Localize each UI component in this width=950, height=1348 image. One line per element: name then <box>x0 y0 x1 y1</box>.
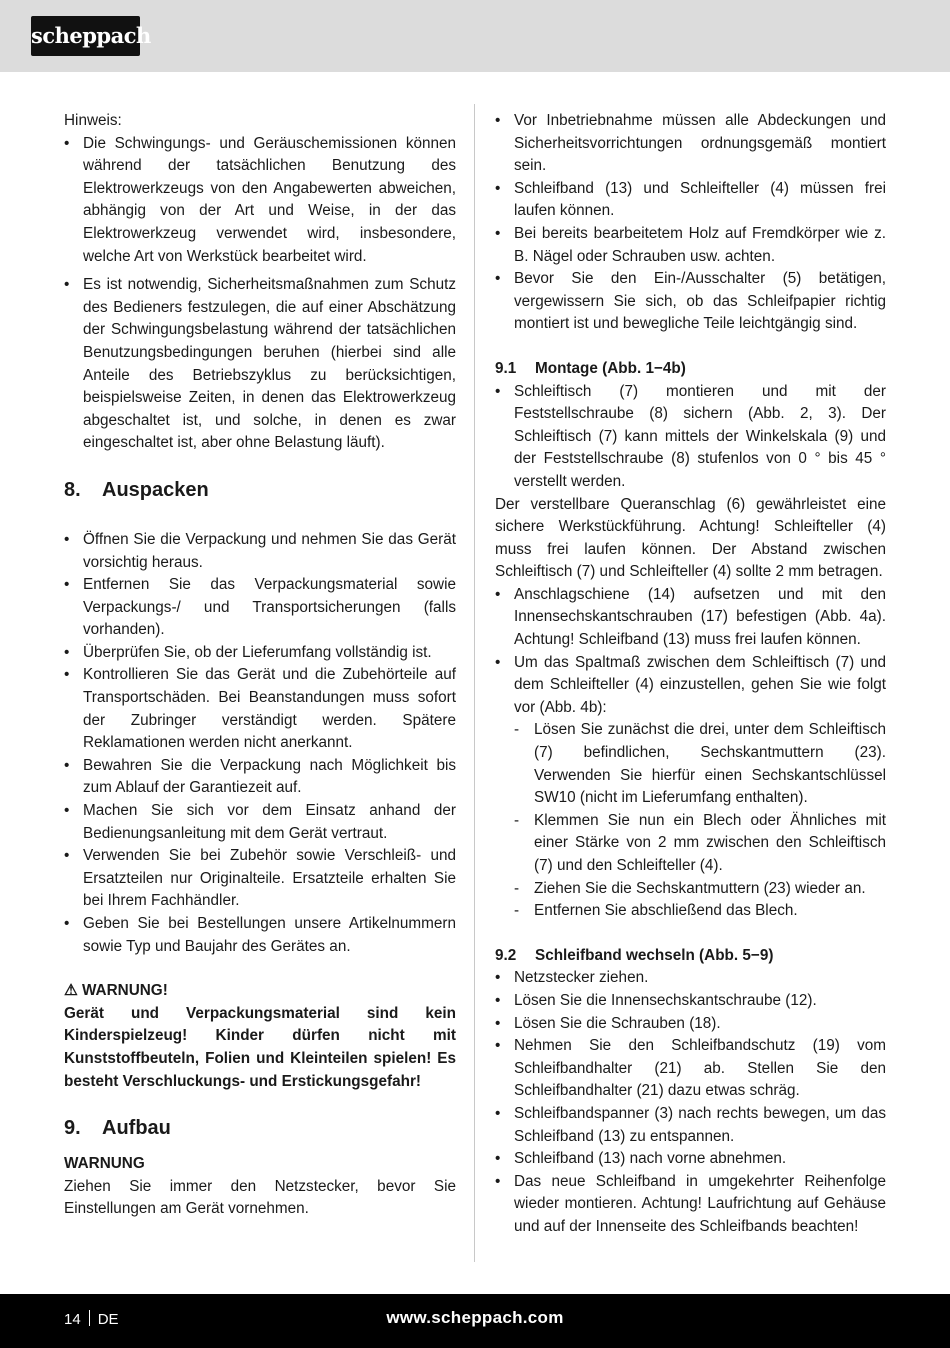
list-item: • Um das Spaltmaß zwischen dem Schleiftisch (7) und dem Schleifteller (4) einzustellen, gehen Sie wie folgt vor (Abb. 4b): <box>495 652 886 720</box>
gap-adjust-steps <box>514 719 886 922</box>
warning-title: WARNUNG! <box>81 982 168 1000</box>
language-code: DE <box>97 1311 119 1328</box>
website-link[interactable]: www.scheppach.com <box>386 1308 564 1327</box>
mounting-list-cont <box>495 584 886 720</box>
warning-text: Gerät und Verpackungsmaterial sind kein Kinderspielzeug! Kinder dürfen nicht mit Kunststoffbeuteln, Folien und Kleinteilen spielen! Es besteht Verschluckungs- und Erstickungsgefahr! <box>64 1004 456 1090</box>
preconditions-list <box>495 110 886 336</box>
section-number: 9. <box>64 1117 81 1140</box>
list-item: • Lösen Sie die Schrauben (18). <box>495 1013 886 1036</box>
section-heading-9-1 <box>495 358 886 381</box>
list-item: • Das neue Schleifband in umgekehrter Reihenfolge wieder montieren. Achtung! Laufrichtung auf Gehäuse und auf der Innenseite des Schleifbands beachten! <box>495 1171 886 1239</box>
note-label: Hinweis: <box>64 112 122 129</box>
list-item: • Schleiftisch (7) montieren und mit der Feststellschraube (8) sichern (Abb. 2, 3). Der Schleiftisch (7) kann mittels der Winkelskala (9) und der Feststellschraube (8) stufenlos von 0 ° bis 45 ° verstellt werden. <box>495 381 886 494</box>
column-divider <box>474 104 475 1262</box>
list-item: • Schleifbandspanner (3) nach rechts bewegen, um das Schleifband (13) zu entspannen. <box>495 1103 886 1148</box>
note-list <box>64 133 456 455</box>
warning-triangle-icon: ⚠ <box>64 982 78 1000</box>
list-item: • Netzstecker ziehen. <box>495 967 886 990</box>
unpacking-list <box>64 529 456 958</box>
list-item: • Verwenden Sie bei Zubehör sowie Verschleiß- und Ersatzteilen nur Originalteile. Ersatzteile erhalten Sie bei Ihrem Fachhändler. <box>64 845 456 913</box>
list-item: - Klemmen Sie nun ein Blech oder Ähnliches mit einer Stärke von 2 mm zwischen den Schleiftisch (7) und den Schleifteller (4). <box>514 810 886 878</box>
section-title: Schleifband wechseln (Abb. 5−9) <box>535 946 774 964</box>
page-number-value: 14 <box>64 1311 81 1328</box>
section-heading-9-2 <box>495 945 886 968</box>
belt-change-list <box>495 967 886 1238</box>
page-header <box>0 0 950 72</box>
section-heading-8 <box>64 477 456 503</box>
list-item: - Entfernen Sie abschließend das Blech. <box>514 900 886 923</box>
page-footer <box>0 1294 950 1348</box>
list-item: • Bevor Sie den Ein-/Ausschalter (5) betätigen, vergewissern Sie sich, ob das Schleifpapier richtig montiert ist und bewegliche Teile leichtgängig sind. <box>495 268 886 336</box>
scheppach-logo: scheppach <box>31 16 140 56</box>
left-column <box>64 110 456 1221</box>
section-title: Aufbau <box>102 1117 171 1140</box>
list-item: • Lösen Sie die Innensechskantschraube (12). <box>495 990 886 1013</box>
list-item: - Ziehen Sie die Sechskantmuttern (23) wieder an. <box>514 878 886 901</box>
section-number: 8. <box>64 478 81 501</box>
section-title: Montage (Abb. 1−4b) <box>535 359 686 377</box>
list-item: • Es ist notwendig, Sicherheitsmaßnahmen zum Schutz des Bedieners festzulegen, die auf einer Abschätzung der Schwingungsbelastung während der tatsächlichen Benutzungsbedingungen beruhen (hierbei sind alle Anteile des Betriebszyklus zu berücksichtigen, beispielsweise Zeiten, in denen das Elektrowerkzeug abgeschaltet ist, und solche, in denen es zwar eingeschaltet ist, aber ohne Belastung läuft). <box>64 274 456 455</box>
list-item: • Machen Sie sich vor dem Einsatz anhand der Bedienungsanleitung mit dem Gerät vertraut. <box>64 800 456 845</box>
list-item: • Schleifband (13) und Schleifteller (4) müssen frei laufen können. <box>495 178 886 223</box>
list-item: • Geben Sie bei Bestellungen unsere Artikelnummern sowie Typ und Baujahr des Gerätes an. <box>64 913 456 958</box>
list-item: • Bei bereits bearbeitetem Holz auf Fremdkörper wie z. B. Nägel oder Schrauben usw. achten. <box>495 223 886 268</box>
list-item: • Die Schwingungs- und Geräuschemissionen können während der tatsächlichen Benutzung des Elektrowerkzeugs von den Angabewerten abweichen, abhängig von der Art und Weise, in der das Elektrowerkzeug verwendet wird, insbesondere, welche Art von Werkstück bearbeitet wird. <box>64 133 456 269</box>
list-item: • Vor Inbetriebnahme müssen alle Abdeckungen und Sicherheitsvorrichtungen ordnungsgemäß montiert sein. <box>495 110 886 178</box>
assembly-warning-text: Ziehen Sie immer den Netzstecker, bevor Sie Einstellungen am Gerät vornehmen. <box>64 1177 456 1218</box>
list-item: • Entfernen Sie das Verpackungsmaterial sowie Verpackungs-/ und Transportsicherungen (falls vorhanden). <box>64 574 456 642</box>
warning-heading <box>64 980 456 1003</box>
list-item: - Lösen Sie zunächst die drei, unter dem Schleiftisch (7) befindlichen, Sechskantmuttern (23). Verwenden Sie hierfür einen Sechskantschlüssel SW10 (nicht im Lieferumfang enthalten). <box>514 719 886 809</box>
list-item: • Nehmen Sie den Schleifbandschutz (19) vom Schleifbandhalter (21) ab. Stellen Sie den Schleifbandhalter (21) dazu etwas schräg. <box>495 1035 886 1103</box>
mounting-list <box>495 381 886 494</box>
section-title: Auspacken <box>102 478 209 501</box>
section-number: 9.1 <box>495 359 517 377</box>
right-column <box>495 110 886 1239</box>
list-item: • Kontrollieren Sie das Gerät und die Zubehörteile auf Transportschäden. Bei Beanstandungen muss sofort der Zubringer verständigt werden. Spätere Reklamationen werden nicht anerkannt. <box>64 664 456 754</box>
section-number: 9.2 <box>495 946 517 964</box>
list-item: • Anschlagschiene (14) aufsetzen und mit den Innensechskantschrauben (17) befestigen (Abb. 4a). Achtung! Schleifband (13) muss frei laufen können. <box>495 584 886 652</box>
list-item: • Überprüfen Sie, ob der Lieferumfang vollständig ist. <box>64 642 456 665</box>
section-heading-9 <box>64 1115 456 1141</box>
paragraph-continuation: Der verstellbare Queranschlag (6) gewährleistet eine sichere Werkstückführung. Achtung! Schleifteller (4) muss frei laufen können. Der Abstand zwischen Schleiftisch (7) und Schleifteller (4) sollte 2 mm betragen. <box>495 495 886 581</box>
list-item: • Öffnen Sie die Verpackung und nehmen Sie das Gerät vorsichtig heraus. <box>64 529 456 574</box>
list-item: • Bewahren Sie die Verpackung nach Möglichkeit bis zum Ablauf der Garantiezeit auf. <box>64 755 456 800</box>
assembly-warning-label: WARNUNG <box>64 1155 145 1173</box>
list-item: • Schleifband (13) nach vorne abnehmen. <box>495 1148 886 1171</box>
